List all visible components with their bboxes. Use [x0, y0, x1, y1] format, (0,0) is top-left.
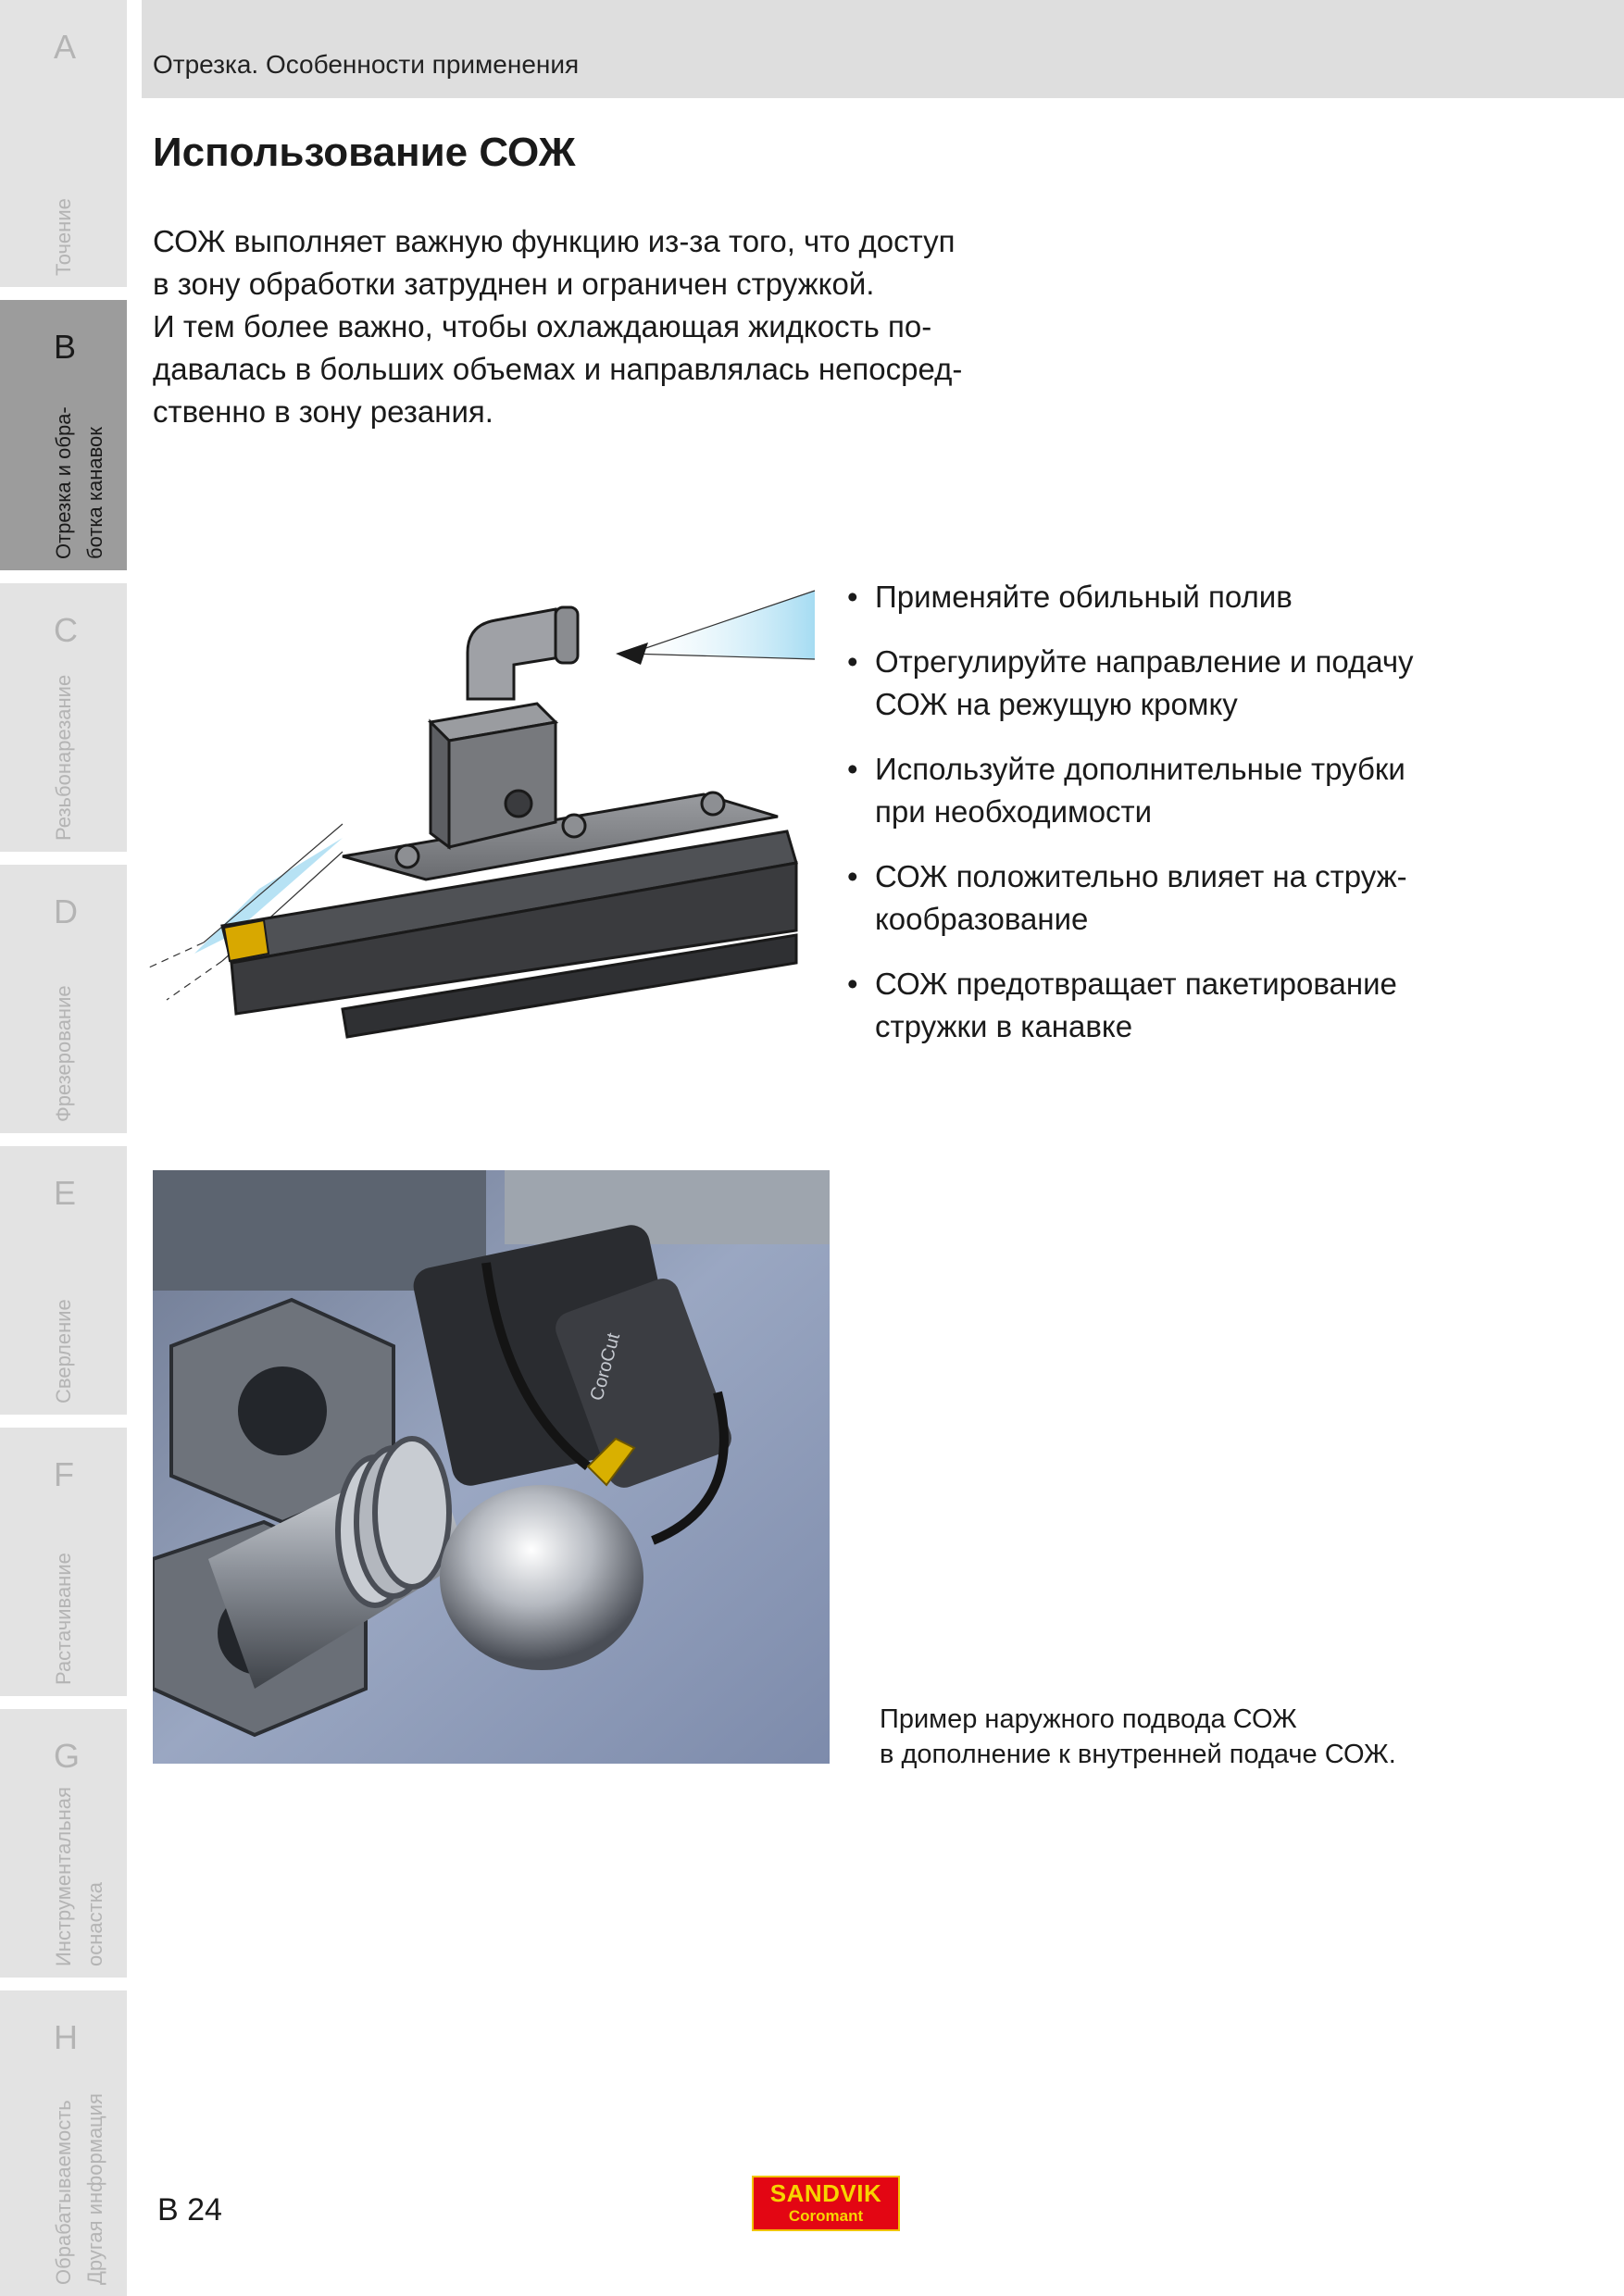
tab-letter: C — [54, 611, 78, 649]
tab-label: Резьбонарезание — [52, 674, 75, 841]
section-header: Отрезка. Особенности применения — [153, 50, 580, 79]
tab-label: Фрезерование — [52, 985, 75, 1122]
tab-label: Растачивание — [52, 1553, 75, 1685]
bullet-dot: • — [847, 644, 858, 679]
tab-turning[interactable] — [0, 0, 127, 287]
tab-label: Сверление — [52, 1299, 75, 1404]
insert — [224, 920, 269, 961]
bullet-text: СОЖ предотвращает пакетирование стружки в канавке — [875, 967, 1397, 1043]
coolant-jet-inlet — [630, 591, 815, 659]
bullet-dot: • — [847, 967, 858, 1001]
section-tabs — [0, 0, 127, 2296]
tab-threading[interactable] — [0, 583, 127, 852]
list-item — [847, 641, 1551, 726]
tab-letter: B — [54, 328, 77, 366]
bullet-text: СОЖ положительно влияет на струж- кообразование — [875, 859, 1407, 936]
tab-letter: A — [54, 28, 77, 66]
bullet-text: Отрегулируйте направление и подачу СОЖ на режущую кромку — [875, 644, 1414, 721]
tab-letter: G — [54, 1737, 81, 1775]
tool-coolant-illustration — [148, 574, 833, 1055]
sandvik-coromant-logo — [752, 2176, 900, 2231]
page-number: B 24 — [157, 2192, 222, 2227]
tab-letter: H — [54, 2018, 78, 2056]
tab-letter: D — [54, 892, 78, 930]
logo-brand: SANDVIK — [769, 2179, 882, 2207]
bullet-dot: • — [847, 859, 858, 893]
tab-drilling[interactable] — [0, 1146, 127, 1415]
bullet-text: Применяйте обильный полив — [875, 580, 1293, 614]
tab-label: Точение — [52, 198, 75, 276]
list-item — [847, 855, 1551, 941]
tab-label: Отрезка и обра- ботка канавок — [52, 406, 106, 559]
tab-label: Обрабатываемость Другая информация — [52, 2093, 106, 2285]
tab-machinability[interactable] — [0, 1990, 127, 2296]
coolant-fitting — [468, 609, 560, 699]
tab-label: Инструментальная оснастка — [52, 1787, 106, 1966]
tab-milling[interactable] — [0, 865, 127, 1133]
header-band — [142, 0, 1624, 98]
bullet-dot: • — [847, 580, 858, 614]
machining-photo — [153, 1170, 830, 1764]
tab-boring[interactable] — [0, 1428, 127, 1696]
list-item — [847, 748, 1551, 833]
tab-letter: F — [54, 1455, 74, 1493]
bullet-list — [847, 576, 1551, 1070]
page-title: Использование СОЖ — [153, 130, 576, 175]
tab-parting-grooving[interactable] — [0, 300, 127, 570]
holder-label: CoroCut — [586, 1330, 625, 1404]
bullet-text: Используйте дополнительные трубки при необходимости — [875, 752, 1405, 829]
list-item — [847, 576, 1551, 618]
logo-sub: Coromant — [788, 2207, 864, 2225]
tab-letter: E — [54, 1174, 77, 1212]
list-item — [847, 963, 1551, 1048]
bullet-dot: • — [847, 752, 858, 786]
intro-paragraph: СОЖ выполняет важную функцию из-за того, что доступ в зону обработки затруднен и ограничен стружкой. И тем более важно, чтобы охлаждающая жидкость по- давалась в больших объемах и направлялась непосред- ственно в зону резания. — [153, 224, 963, 429]
tab-tooling[interactable] — [0, 1709, 127, 1978]
photo-caption: Пример наружного подвода СОЖ в дополнение к внутренней подаче СОЖ. — [880, 1704, 1396, 1769]
